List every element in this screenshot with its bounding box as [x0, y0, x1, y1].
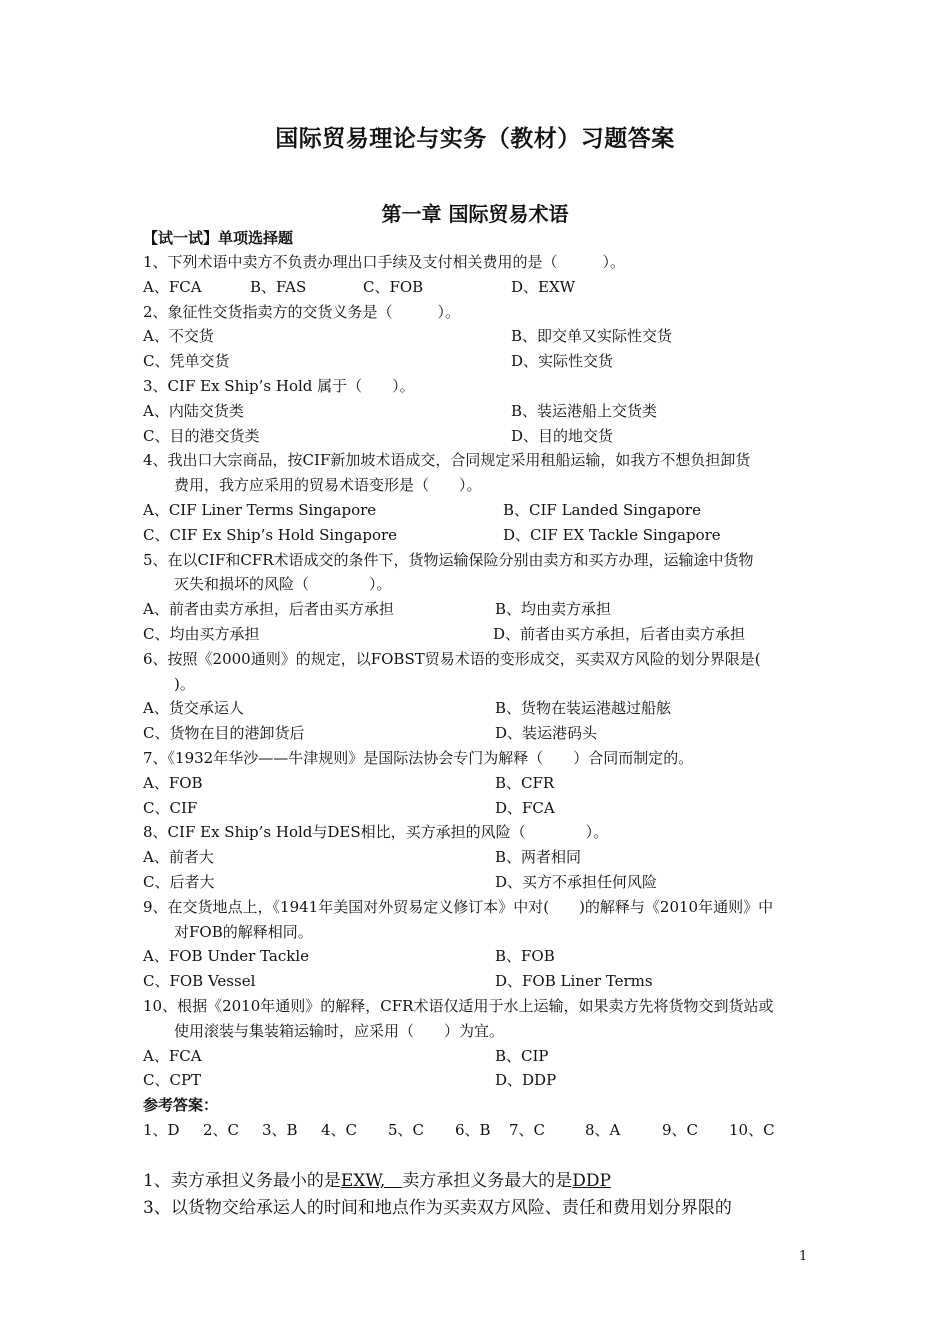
- notes-section: [143, 1168, 823, 1222]
- option-d: D、装运港码头: [495, 724, 598, 743]
- document-title: 国际贸易理论与实务（教材）习题答案: [275, 125, 675, 152]
- note-1-middle: 卖方承担义务最大的是: [402, 1171, 573, 1191]
- question-1-options: [143, 275, 813, 300]
- question-7-options-row1: [143, 771, 813, 796]
- question-10-options-row2: [143, 1068, 813, 1093]
- question-9-text: 9、在交货地点上，《1941年美国对外贸易定义修订本》中对( )的解释与《2010年通则》中: [143, 897, 774, 916]
- question-4-options-row1: [143, 498, 813, 523]
- option-a: A、内陆交货类: [143, 401, 244, 420]
- question-2-options-row1: [143, 324, 813, 349]
- question-8-text: 8、CIF Ex Ship’s Hold与DES相比，买方承担的风险（ ）。: [143, 823, 609, 842]
- option-b: B、CIP: [495, 1046, 549, 1065]
- question-5-text-cont: 灭失和损坏的风险（ ）。: [174, 575, 392, 594]
- answer-item: 9、C: [662, 1120, 699, 1139]
- answer-item: 10、C: [729, 1120, 775, 1139]
- option-c: C、后者大: [143, 872, 215, 891]
- option-c: C、均由买方承担: [143, 624, 260, 643]
- question-10-text-cont: 使用滚装与集装箱运输时，应采用（ ）为宜。: [174, 1021, 505, 1040]
- question-5-options-row2: [143, 622, 813, 647]
- option-d: D、目的地交货: [511, 426, 614, 445]
- option-a: A、FOB Under Tackle: [143, 947, 309, 966]
- answer-item: 4、C: [321, 1120, 358, 1139]
- question-list: [143, 250, 813, 1143]
- answer-item: 7、C: [509, 1120, 546, 1139]
- question-5-text: 5、在以CIF和CFR术语成交的条件下，货物运输保险分别由卖方和买方办理，运输途中货物: [143, 550, 754, 569]
- answer-item: 2、C: [203, 1120, 240, 1139]
- question-8-options-row1: [143, 845, 813, 870]
- answer-item: 8、A: [585, 1120, 621, 1139]
- option-b: B、货物在装运港越过船舷: [495, 699, 672, 718]
- question-10-text: 10、根据《2010年通则》的解释，CFR术语仅适用于水上运输，如果卖方先将货物交到货站或: [143, 996, 774, 1015]
- question-4-text: 4、我出口大宗商品，按CIF新加坡术语成交，合同规定采用租船运输，如我方不想负担卸货: [143, 451, 751, 470]
- option-d: D、实际性交货: [511, 352, 614, 371]
- question-3-options-row2: [143, 424, 813, 449]
- option-a: A、货交承运人: [143, 699, 244, 718]
- question-7-text: 7、《1932年华沙——牛津规则》是国际法协会专门为解释（ ）合同而制定的。: [143, 748, 694, 767]
- page-number: 1: [799, 1249, 808, 1264]
- chapter-heading: 第一章 国际贸易术语: [381, 202, 569, 226]
- option-c: C、CIF: [143, 798, 198, 817]
- question-3-options-row1: [143, 399, 813, 424]
- option-c: C、CIF Ex Ship’s Hold Singapore: [143, 525, 398, 544]
- option-b: B、即交单又实际性交货: [511, 327, 673, 346]
- option-b: B、FOB: [495, 947, 555, 966]
- question-9-text-cont: 对FOB的解释相同。: [174, 922, 313, 941]
- answer-item: 1、D: [143, 1120, 180, 1139]
- note-1-max-term: DDP: [572, 1171, 611, 1191]
- question-6-text-cont: )。: [174, 674, 195, 693]
- question-5-options-row1: [143, 597, 813, 622]
- note-1-min-term: EXW,: [340, 1171, 403, 1191]
- question-3-text: 3、CIF Ex Ship’s Hold 属于（ ）。: [143, 376, 415, 395]
- option-c: C、CPT: [143, 1071, 202, 1090]
- question-1-text: 1、下列术语中卖方不负责办理出口手续及支付相关费用的是（ ）。: [143, 253, 626, 271]
- question-8-options-row2: [143, 870, 813, 895]
- option-b: B、CFR: [495, 773, 555, 792]
- section-label: 【试一试】单项选择题: [143, 229, 294, 247]
- option-b: B、装运港船上交货类: [511, 401, 658, 420]
- note-2: 3、以货物交给承运人的时间和地点作为买卖双方风险、责任和费用划分界限的: [143, 1198, 732, 1218]
- question-10-options-row1: [143, 1044, 813, 1069]
- note-1-prefix: 1、卖方承担义务最小的是: [143, 1171, 341, 1191]
- option-c: C、目的港交货类: [143, 426, 260, 445]
- option-c: C、货物在目的港卸货后: [143, 724, 305, 743]
- option-c: C、FOB Vessel: [143, 972, 256, 991]
- option-d: D、FOB Liner Terms: [495, 972, 653, 991]
- option-d: D、DDP: [495, 1071, 557, 1090]
- option-c: C、凭单交货: [143, 352, 230, 371]
- question-2-text: 2、象征性交货指卖方的交货义务是（ ）。: [143, 302, 461, 321]
- question-4-text-cont: 费用，我方应采用的贸易术语变形是（ ）。: [174, 476, 482, 495]
- option-a: A、前者由卖方承担，后者由买方承担: [143, 600, 394, 619]
- option-b: B、两者相同: [495, 848, 582, 867]
- question-9-options-row1: [143, 944, 813, 969]
- answer-item: 6、B: [455, 1120, 491, 1139]
- option-d: D、CIF EX Tackle Singapore: [503, 525, 721, 544]
- question-2-options-row2: [143, 349, 813, 374]
- answer-item: 3、B: [262, 1120, 298, 1139]
- answer-label: 参考答案：: [143, 1096, 219, 1115]
- option-b: B、均由卖方承担: [495, 600, 612, 619]
- option-d: D、FCA: [495, 798, 555, 817]
- option-d: D、买方不承担任何风险: [495, 872, 658, 891]
- answer-list: [143, 1118, 813, 1143]
- option-a: A、FCA: [143, 1046, 202, 1065]
- option-b: B、CIF Landed Singapore: [503, 500, 701, 519]
- option-a: A、前者大: [143, 848, 214, 867]
- question-4-options-row2: [143, 523, 813, 548]
- option-a: A、FCA: [143, 277, 202, 296]
- option-d: D、前者由买方承担，后者由卖方承担: [493, 624, 746, 643]
- question-6-text: 6、按照《2000通则》的规定，以FOBST贸易术语的变形成交，买卖双方风险的划分界限是(: [143, 649, 761, 668]
- question-9-options-row2: [143, 969, 813, 994]
- note-1: [143, 1168, 823, 1195]
- question-7-options-row2: [143, 796, 813, 821]
- option-a: A、不交货: [143, 327, 214, 346]
- option-d: D、EXW: [511, 277, 576, 296]
- option-a: A、CIF Liner Terms Singapore: [143, 500, 377, 519]
- question-6-options-row1: [143, 696, 813, 721]
- option-a: A、FOB: [143, 773, 203, 792]
- answer-item: 5、C: [388, 1120, 425, 1139]
- option-b: B、FAS: [250, 277, 307, 296]
- question-6-options-row2: [143, 721, 813, 746]
- option-c: C、FOB: [363, 277, 424, 296]
